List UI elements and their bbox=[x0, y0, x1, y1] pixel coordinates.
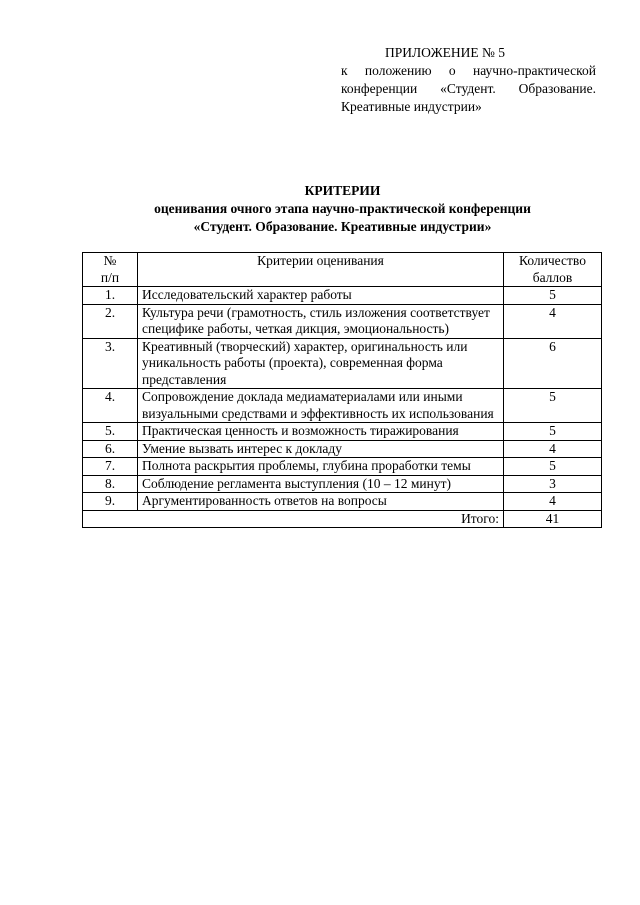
header-points bbox=[504, 253, 602, 287]
row-criteria: Исследовательский характер работы bbox=[138, 287, 504, 305]
appendix-line-1: к положению о научно-практической bbox=[341, 63, 596, 78]
table-row bbox=[83, 423, 602, 441]
header-number-line-2: п/п bbox=[100, 269, 120, 285]
document-heading bbox=[0, 182, 640, 236]
heading-subtitle-2: «Студент. Образование. Креативные индустрии» bbox=[193, 219, 492, 234]
table-header-row bbox=[83, 253, 602, 287]
row-points: 5 bbox=[504, 389, 602, 423]
row-points: 4 bbox=[504, 304, 602, 338]
row-points: 5 bbox=[504, 423, 602, 441]
header-points-line-1: Количество bbox=[519, 253, 586, 268]
header-points-line-2: баллов bbox=[532, 269, 573, 285]
row-number: 6. bbox=[83, 440, 138, 458]
row-points: 5 bbox=[504, 287, 602, 305]
row-points: 4 bbox=[504, 440, 602, 458]
row-number: 4. bbox=[83, 389, 138, 423]
row-points: 5 bbox=[504, 458, 602, 476]
row-criteria: Практическая ценность и возможность тиражирования bbox=[138, 423, 504, 441]
row-criteria: Сопровождение доклада медиаматериалами или иными визуальными средствами и эффективность их использования bbox=[138, 389, 504, 423]
row-points: 6 bbox=[504, 338, 602, 389]
appendix-title: ПРИЛОЖЕНИЕ № 5 bbox=[385, 45, 506, 60]
row-points: 3 bbox=[504, 475, 602, 493]
row-number: 1. bbox=[83, 287, 138, 305]
row-number: 5. bbox=[83, 423, 138, 441]
row-number: 9. bbox=[83, 493, 138, 511]
criteria-table bbox=[82, 252, 602, 528]
table-row bbox=[83, 304, 602, 338]
total-label: Итого: bbox=[83, 510, 504, 528]
header-number-line-1: № bbox=[103, 253, 117, 268]
row-number: 7. bbox=[83, 458, 138, 476]
row-criteria: Полнота раскрытия проблемы, глубина проработки темы bbox=[138, 458, 504, 476]
row-number: 8. bbox=[83, 475, 138, 493]
header-number bbox=[83, 253, 138, 287]
table-row bbox=[83, 475, 602, 493]
row-criteria: Культура речи (грамотность, стиль изложения соответствует специфике работы, четкая дикция, эмоциональность) bbox=[138, 304, 504, 338]
table-row bbox=[83, 287, 602, 305]
row-criteria: Соблюдение регламента выступления (10 – 12 минут) bbox=[138, 475, 504, 493]
row-number: 3. bbox=[83, 338, 138, 389]
total-points: 41 bbox=[504, 510, 602, 528]
appendix-block bbox=[341, 44, 596, 116]
row-criteria: Аргументированность ответов на вопросы bbox=[138, 493, 504, 511]
table-row bbox=[83, 493, 602, 511]
table-row bbox=[83, 389, 602, 423]
row-criteria: Умение вызвать интерес к докладу bbox=[138, 440, 504, 458]
table-row bbox=[83, 440, 602, 458]
heading-subtitle-1: оценивания очного этапа научно-практической конференции bbox=[154, 201, 531, 216]
table-total-row bbox=[83, 510, 602, 528]
table-row bbox=[83, 338, 602, 389]
header-criteria: Критерии оценивания bbox=[138, 253, 504, 287]
row-points: 4 bbox=[504, 493, 602, 511]
appendix-line-3: Креативные индустрии» bbox=[341, 99, 482, 114]
table-row bbox=[83, 458, 602, 476]
appendix-line-2: конференции «Студент. Образование. bbox=[341, 81, 596, 96]
row-number: 2. bbox=[83, 304, 138, 338]
heading-title: КРИТЕРИИ bbox=[304, 183, 381, 198]
row-criteria: Креативный (творческий) характер, оригинальность или уникальность работы (проекта), современная форма представления bbox=[138, 338, 504, 389]
